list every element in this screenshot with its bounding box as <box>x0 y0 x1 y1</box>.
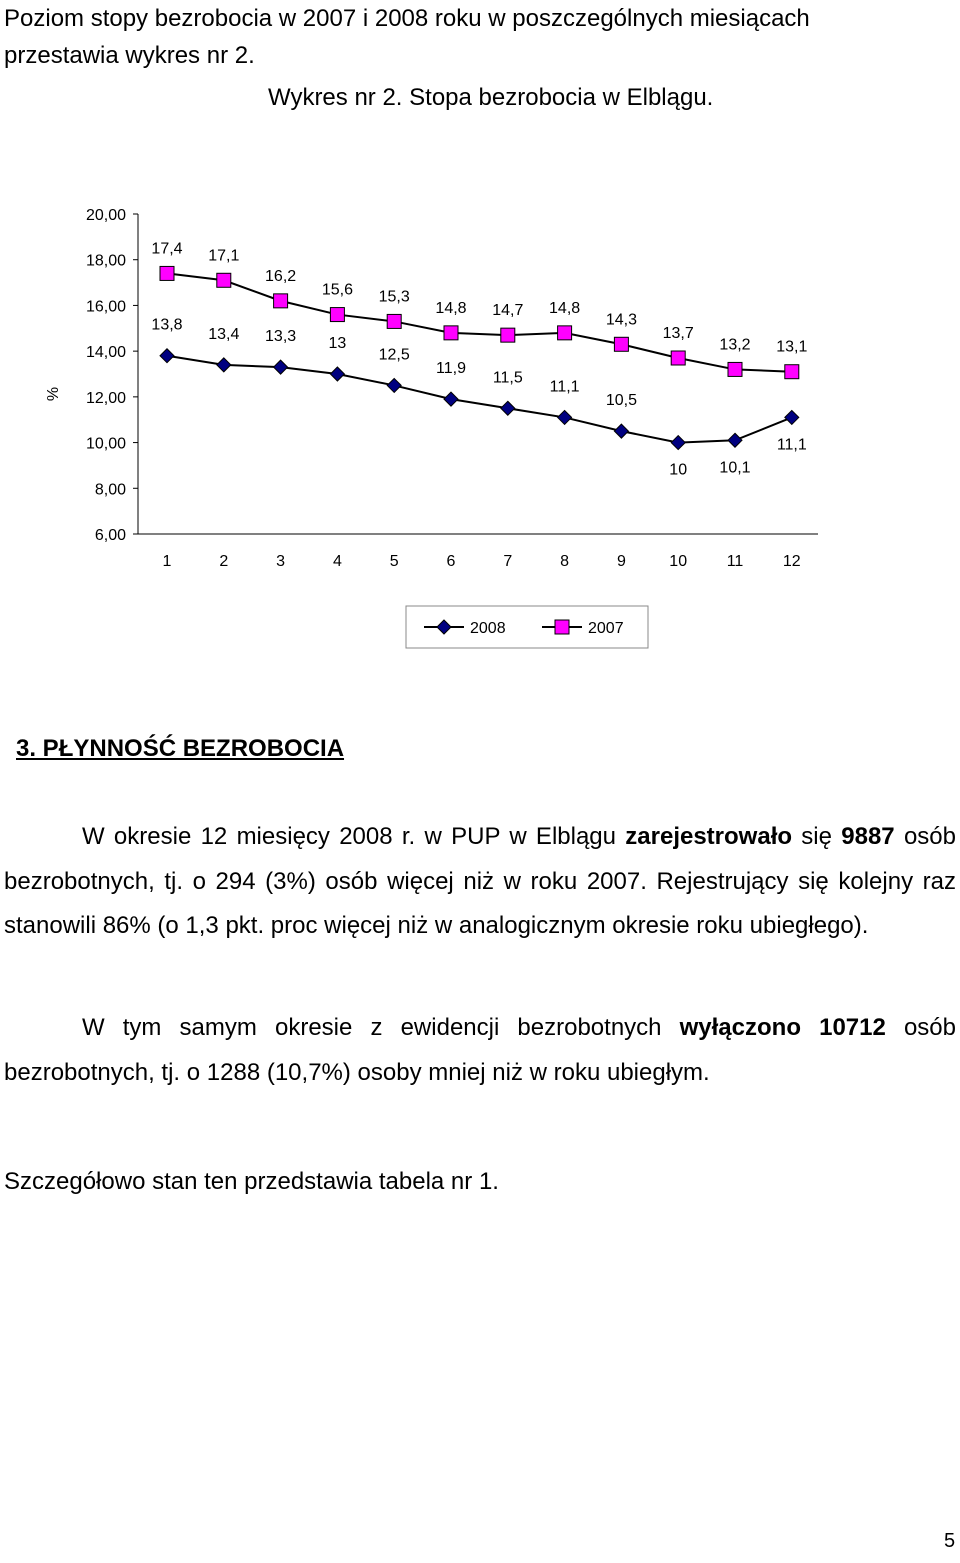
data-point-2008 <box>160 349 174 363</box>
data-point-2008 <box>444 392 458 406</box>
page-number: 5 <box>944 1530 956 1552</box>
x-tick-label: 11 <box>726 553 744 570</box>
data-label-2008: 12,5 <box>378 346 410 364</box>
paragraph2-text-1: W tym samym okresie z ewidencji bezrobotnych <box>82 1014 680 1041</box>
x-tick-label: 3 <box>276 553 286 570</box>
paragraph-deregistrations <box>4 1006 956 1095</box>
intro-text <box>4 0 810 74</box>
data-label-2007: 17,1 <box>208 247 240 265</box>
paragraph-table-reference: Szczegółowo stan ten przedstawia tabela nr 1. <box>4 1168 499 1195</box>
data-label-2007: 16,2 <box>265 267 297 285</box>
paragraph2-text-2: osób bezrobotnych, tj. o 1288 (10,7%) osoby mniej niż w roku ubiegłym. <box>4 1014 957 1086</box>
data-label-2008: 10 <box>669 461 688 479</box>
data-point-2007 <box>785 365 799 379</box>
paragraph-registrations <box>4 815 956 949</box>
paragraph1-bold-2: 9887 <box>841 823 895 850</box>
data-label-2008: 13,8 <box>151 316 183 334</box>
data-point-2007 <box>671 351 685 365</box>
legend-label-2008: 2008 <box>470 620 506 637</box>
data-point-2007 <box>558 326 572 340</box>
x-tick-label: 9 <box>616 553 626 570</box>
intro-line-1: Poziom stopy bezrobocia w 2007 i 2008 roku w poszczególnych miesiącach <box>4 5 810 32</box>
data-label-2008: 13,4 <box>208 325 240 343</box>
x-tick-label: 10 <box>669 553 688 570</box>
data-point-2008 <box>671 436 685 450</box>
y-tick-label: 18,00 <box>85 252 126 270</box>
section-title: 3. PŁYNNOŚĆ BEZROBOCIA <box>16 735 345 762</box>
data-label-2008: 13 <box>328 335 347 352</box>
data-point-2008 <box>217 358 231 372</box>
unemployment-line-chart <box>0 190 960 660</box>
data-point-2008 <box>614 424 628 438</box>
data-label-2007: 14,3 <box>605 311 637 329</box>
data-point-2008 <box>330 367 344 381</box>
series-2007 <box>160 266 799 378</box>
legend-marker-2007 <box>555 620 569 634</box>
chart-series <box>160 266 799 449</box>
data-label-2007: 13,2 <box>719 336 751 354</box>
data-point-2007 <box>444 326 458 340</box>
paragraph1-bold-1: zarejestrowało <box>625 823 793 850</box>
x-tick-label: 8 <box>560 553 570 570</box>
data-point-2008 <box>728 433 742 447</box>
y-axis-label: % <box>45 386 62 402</box>
y-tick-label: 6,00 <box>94 527 126 544</box>
y-tick-label: 8,00 <box>94 481 126 499</box>
x-tick-labels <box>163 553 801 570</box>
data-label-2008: 10,1 <box>719 459 751 477</box>
x-tick-label: 6 <box>446 553 456 570</box>
series-line-2008 <box>167 356 792 443</box>
intro-line-2: przestawia wykres nr 2. <box>4 42 255 69</box>
data-label-2008: 13,3 <box>265 328 297 346</box>
x-tick-label: 4 <box>332 553 342 570</box>
data-point-2007 <box>614 337 628 351</box>
data-point-2008 <box>501 401 515 415</box>
y-tick-label: 12,00 <box>85 389 126 407</box>
y-tick-label: 10,00 <box>85 435 126 453</box>
y-tick-labels <box>86 207 126 544</box>
data-point-2008 <box>785 410 799 424</box>
data-label-2007: 14,8 <box>549 299 581 317</box>
legend-label-2007: 2007 <box>588 620 624 637</box>
figure-caption: Wykres nr 2. Stopa bezrobocia w Elblągu. <box>268 84 714 111</box>
data-label-2007: 14,7 <box>492 302 524 320</box>
x-tick-label: 2 <box>219 553 229 570</box>
data-label-2008: 10,5 <box>605 392 637 410</box>
data-label-2008: 11,5 <box>492 369 523 387</box>
data-point-2007 <box>387 314 401 328</box>
data-label-2008: 11,9 <box>436 360 466 378</box>
x-tick-label: 7 <box>503 553 513 570</box>
x-tick-label: 1 <box>162 553 172 570</box>
data-label-2008: 11,1 <box>776 436 807 454</box>
series-line-2007 <box>167 273 792 371</box>
data-label-2007: 14,8 <box>435 299 467 317</box>
data-label-2007: 15,3 <box>378 288 410 306</box>
data-point-2008 <box>387 378 401 392</box>
data-point-2008 <box>558 410 572 424</box>
y-tick-label: 20,00 <box>85 207 126 224</box>
y-tick-label: 16,00 <box>85 298 126 316</box>
data-point-2007 <box>217 273 231 287</box>
paragraph1-text-1: W okresie 12 miesięcy 2008 r. w PUP w Elblągu <box>82 823 626 850</box>
data-point-2007 <box>728 362 742 376</box>
data-point-2007 <box>160 266 174 280</box>
chart-data-labels <box>151 240 807 478</box>
paragraph1-text-2: się <box>792 823 842 850</box>
x-tick-label: 5 <box>389 553 399 570</box>
paragraph2-bold-1: wyłączono 10712 <box>679 1014 886 1041</box>
data-point-2007 <box>330 308 344 322</box>
paragraph1-text-3: osób bezrobotnych, tj. o 294 (3%) osób więcej niż w roku 2007. Rejestrujący się kolejny raz stanowili 86% (o 1,3 pkt. proc więcej niż w analogicznym okresie roku ubiegłego). <box>4 823 956 939</box>
data-point-2007 <box>501 328 515 342</box>
data-label-2007: 13,7 <box>662 325 694 342</box>
x-tick-label: 12 <box>782 553 801 570</box>
data-label-2007: 15,6 <box>321 281 353 299</box>
y-tick-label: 14,00 <box>85 344 126 362</box>
data-point-2008 <box>274 360 288 374</box>
chart-legend <box>406 606 648 648</box>
data-label-2007: 17,4 <box>151 240 183 258</box>
data-point-2007 <box>274 294 288 308</box>
data-label-2007: 13,1 <box>776 338 808 356</box>
data-label-2008: 11,1 <box>549 378 580 396</box>
